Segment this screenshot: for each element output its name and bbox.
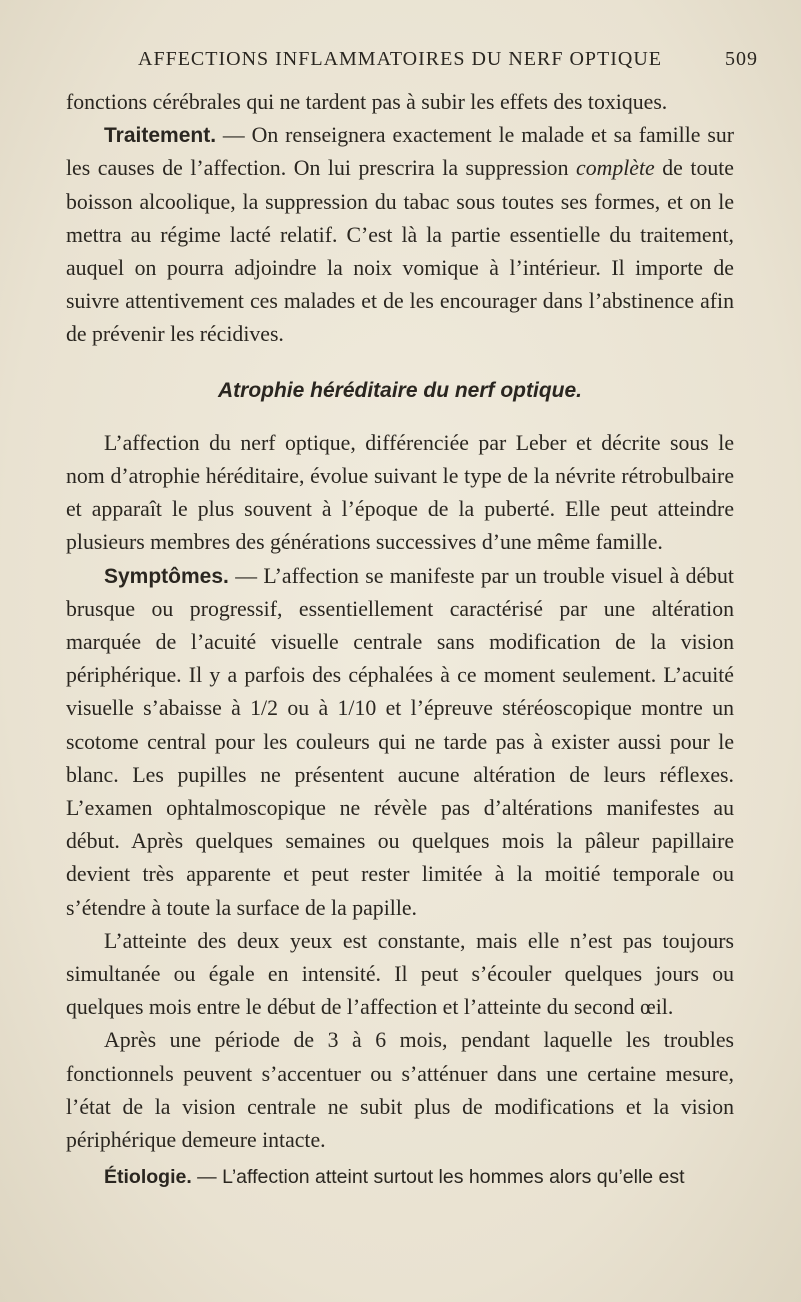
paragraph-text: — On renseignera exactement le malade et sa famille sur les causes de l’affection. On lui prescrira la suppression: [66, 123, 734, 181]
run-in-heading-symptomes: Symptômes.: [104, 564, 229, 588]
paragraph-text: L’atteinte des deux yeux est constante, mais elle n’est pas toujours simultanée ou égale en intensité. Il peut s’écouler quelques jours ou quelques mois entre le début de l’affection et l’atteinte du second œil.: [66, 928, 734, 1020]
paragraph-atteinte: [66, 925, 734, 1025]
paragraph-evolution: [66, 1024, 734, 1157]
emphasis-text: complète: [576, 156, 655, 181]
run-in-heading-etiologie: Étiologie.: [104, 1166, 192, 1189]
paragraph-etiologie: [66, 1161, 734, 1194]
running-header: [138, 48, 758, 71]
paragraph-text: fonctions cérébrales qui ne tardent pas à subir les effets des toxiques.: [66, 90, 668, 114]
paragraph-text: L’affection du nerf optique, différenciée par Leber et décrite sous le nom d’atrophie héréditaire, évolue suivant le type de la névrite rétrobulbaire et apparaît le plus souvent à l’époque de la puberté. Elle peut atteindre plusieurs membres des générations successives d’une même famille.: [66, 430, 734, 555]
paragraph-text: — L’affection se manifeste par un trouble visuel à début brusque ou progressif, essentiellement caractérisé par une altération marquée de l’acuité visuelle centrale sans modification de la vision périphérique. Il y a parfois des céphalées à ce moment seulement. L’acuité visuelle s’abaisse à 1/2 ou à 1/10 et l’épreuve stéréoscopique montre un scotome central pour les couleurs qui ne tarde pas à exister aussi pour le blanc. Les pupilles ne présentent aucune altération de leurs réflexes. L’examen ophtalmoscopique ne révèle pas d’altérations manifestes au début. Après quelques semaines ou quelques mois la pâleur papillaire devient très apparente et peut rester limitée à la moitié temporale ou s’étendre à toute la surface de la papille.: [66, 563, 734, 920]
paragraph-continuation: [66, 86, 734, 119]
section-title: Atrophie héréditaire du nerf optique.: [217, 378, 583, 402]
paragraph-intro: [66, 427, 734, 560]
paragraph-text: Après une période de 3 à 6 mois, pendant laquelle les troubles fonctionnels peuvent s’accentuer ou s’atténuer dans une certaine mesure, l’état de la vision centrale ne subit plus de modifications et la vision périphérique demeure intacte.: [66, 1028, 734, 1153]
paragraph-text: — L’affection atteint surtout les hommes alors qu’elle est: [191, 1166, 685, 1189]
page-body: [66, 86, 734, 1195]
page-number: 509: [725, 48, 758, 70]
paragraph-symptomes: [66, 560, 734, 925]
run-in-heading-traitement: Traitement.: [104, 124, 217, 148]
running-title: AFFECTIONS INFLAMMATOIRES DU NERF OPTIQUE: [138, 48, 663, 70]
paragraph-text: de toute boisson alcoolique, la suppression du tabac sous toutes ses formes, et on le mettra au régime lacté relatif. C’est là la partie essentielle du traitement, auquel on pourra adjoindre la noix vomique à l’intérieur. Il importe de suivre attentivement ces malades et de les encourager dans l’abstinence afin de prévenir les récidives.: [66, 156, 734, 347]
paragraph-traitement: [66, 119, 734, 351]
